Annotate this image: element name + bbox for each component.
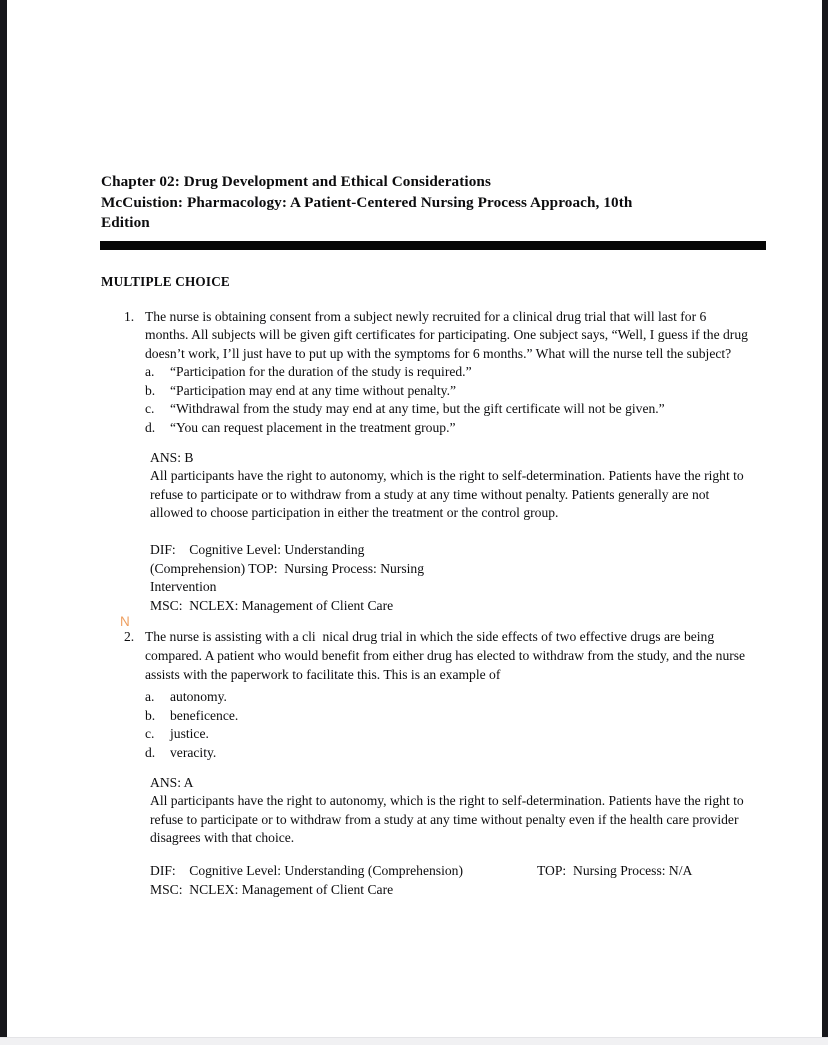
option-b: [145, 707, 828, 726]
question-stem: The nurse is assisting with a cli nical drug trial in which the side effects of two effective drugs are being compared. A patient who would benefit from either drug has elected to withdraw from the study, and the nurse assists with the paperwork to facilitate this. This is an example of: [145, 629, 749, 682]
dif-top-row: [150, 862, 828, 881]
header-divider-rule: [100, 241, 766, 250]
option-text: “Participation for the duration of the study is required.”: [170, 364, 472, 380]
chapter-header: [101, 172, 828, 234]
option-text: beneficence.: [170, 707, 239, 723]
top-line-continuation: Intervention: [150, 579, 217, 595]
option-c: [145, 400, 828, 419]
book-title-line: Edition: [101, 214, 150, 231]
option-text: “Withdrawal from the study may end at any time, but the gift certificate will not be given.”: [170, 401, 665, 417]
question-stem: The nurse is obtaining consent from a subject newly recruited for a clinical drug trial that will last for 6 months. All subjects will be given gift certificates for participating. One subject says, “Well, I guess if the drug doesn’t work, I’ll just have to put up with the symptoms for 6 months.” What will the nurse tell the subject?: [145, 308, 752, 361]
option-letter: c.: [145, 726, 155, 742]
question-2: [0, 614, 828, 899]
option-letter: a.: [145, 364, 155, 380]
answer-options: [145, 688, 828, 762]
option-text: justice.: [170, 726, 209, 742]
option-letter: b.: [145, 707, 156, 723]
question-metadata: [150, 541, 828, 615]
msc-line: MSC: NCLEX: Management of Client Care: [150, 597, 394, 613]
option-text: autonomy.: [170, 689, 227, 705]
msc-line: MSC: NCLEX: Management of Client Care: [150, 881, 394, 897]
question-1: [0, 308, 828, 616]
option-text: “You can request placement in the treatment group.”: [170, 420, 456, 436]
question-number: 1.: [124, 308, 135, 324]
question-stem-row: [0, 628, 828, 684]
answer-rationale: All participants have the right to autonomy, which is the right to self-determination. Patients have the right to refuse to participate or to withdraw from a study at any time without penalty. Patients generally are not allowed to choose participation in either the treatment or the control group.: [150, 468, 744, 521]
dif-line: DIF: Cognitive Level: Understanding (Comprehension): [150, 862, 463, 878]
answer-options: [145, 363, 828, 437]
orange-watermark-letter: N: [120, 614, 130, 630]
section-heading: MULTIPLE CHOICE: [101, 273, 230, 289]
answer-rationale: All participants have the right to autonomy, which is the right to self-determination. Patients have the right to refuse to participate or to withdraw from a study at any time without penalty even if the health care provider disagrees with that choice.: [150, 793, 744, 846]
option-letter: c.: [145, 401, 155, 417]
top-line: TOP: Nursing Process: N/A: [537, 862, 693, 878]
option-text: “Participation may end at any time without penalty.”: [170, 382, 457, 398]
book-title-line: McCuistion: Pharmacology: A Patient-Centered Nursing Process Approach, 10th: [101, 193, 633, 211]
option-a: [145, 688, 828, 707]
option-letter: a.: [145, 689, 155, 705]
option-letter: d.: [145, 420, 156, 436]
option-b: [145, 382, 828, 401]
question-metadata: [150, 862, 828, 899]
option-c: [145, 725, 828, 744]
option-letter: b.: [145, 382, 156, 398]
option-letter: d.: [145, 744, 156, 760]
option-d: [145, 744, 828, 763]
answer-label: ANS: A: [150, 774, 194, 790]
viewer-bottom-strip: [0, 1037, 828, 1045]
dif-line: DIF: Cognitive Level: Understanding: [150, 542, 365, 558]
top-line: (Comprehension) TOP: Nursing Process: Nursing: [150, 560, 425, 576]
answer-label: ANS: B: [150, 449, 194, 465]
chapter-title-line: Chapter 02: Drug Development and Ethical Considerations: [101, 173, 491, 190]
question-number: 2.: [124, 629, 135, 645]
option-d: [145, 419, 828, 438]
option-text: veracity.: [170, 744, 217, 760]
option-a: [145, 363, 828, 382]
question-stem-row: [0, 308, 828, 364]
